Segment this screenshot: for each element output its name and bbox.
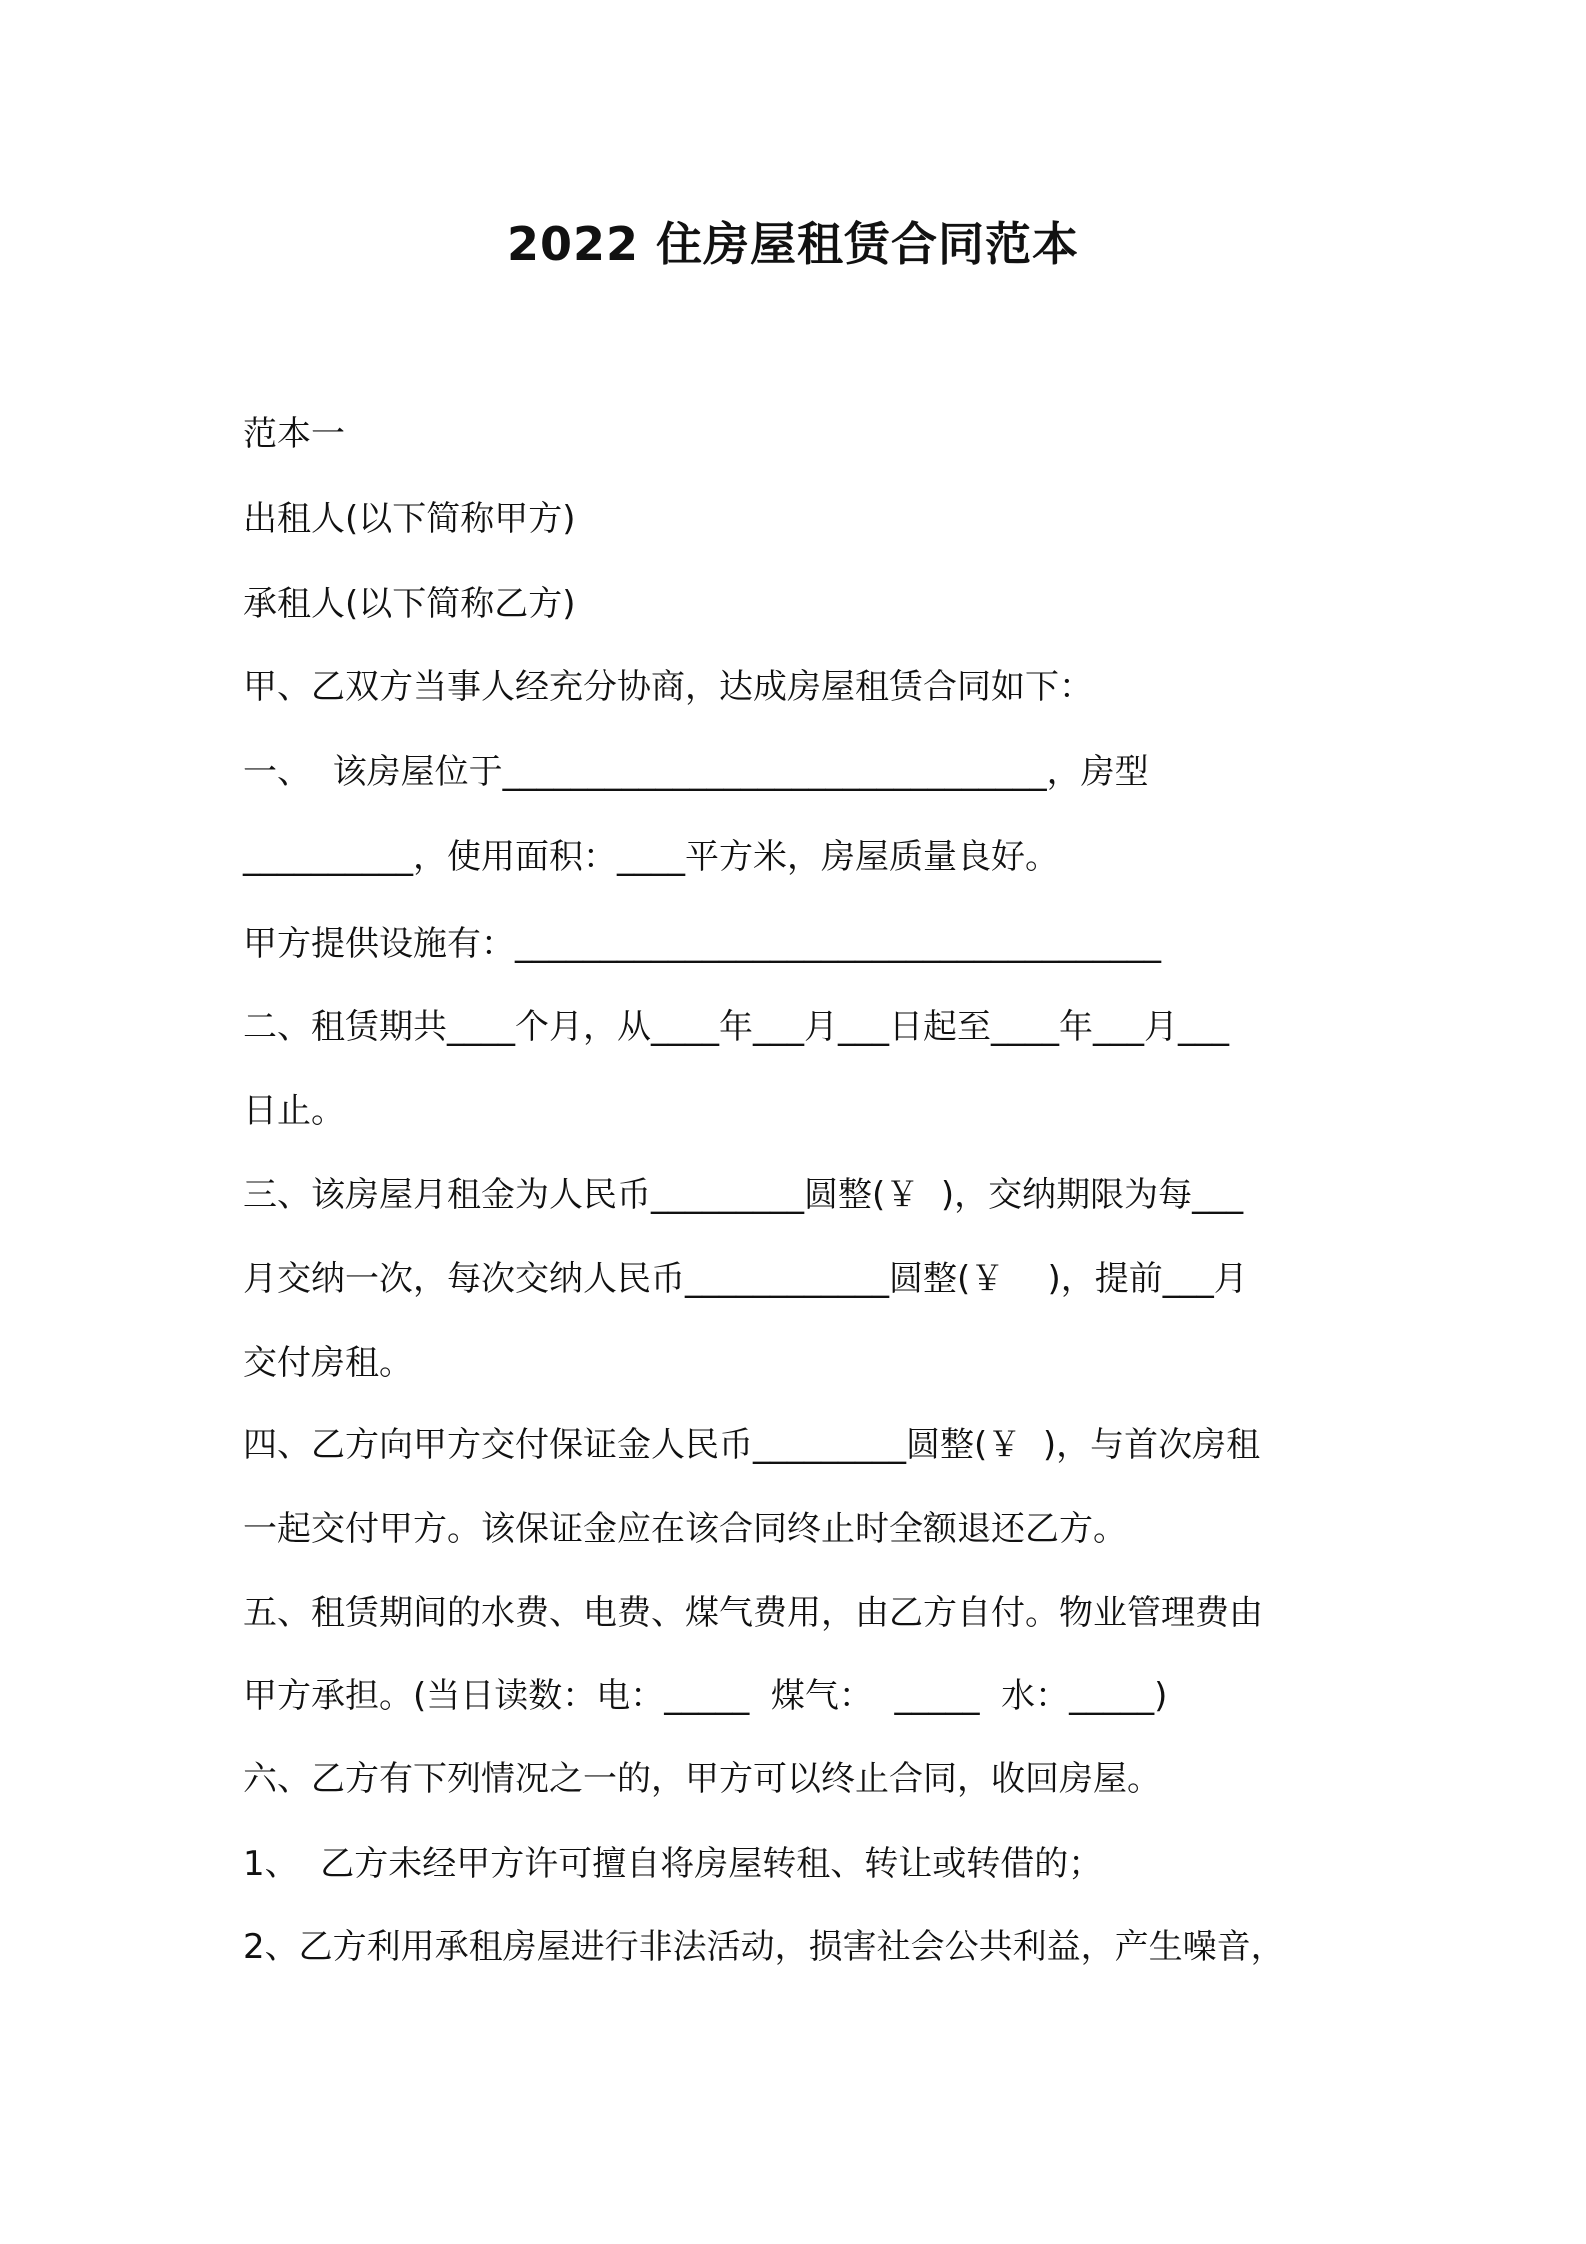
clause-4-line-2: 一起交付甲方。该保证金应在该合同终止时全额退还乙方。 [243,1509,1127,1549]
facilities-line: 甲方提供设施有：______________________________________ [243,924,1161,964]
section-label: 范本一 [243,414,345,454]
clause-3-line-3: 交付房租。 [243,1343,413,1383]
lessor-line: 出租人(以下简称甲方) [243,499,576,539]
agreement-intro: 甲、乙双方当事人经充分协商，达成房屋租赁合同如下： [243,667,1093,707]
clause-5-line-2: 甲方承担。(当日读数：电：_____ 煤气： _____ 水：_____) [243,1676,1168,1716]
clause-4-line-1: 四、乙方向甲方交付保证金人民币_________圆整(￥ )，与首次房租 [243,1425,1261,1465]
clause-6-line-1: 六、乙方有下列情况之一的，甲方可以终止合同，收回房屋。 [243,1759,1161,1799]
clause-5-line-1: 五、租赁期间的水费、电费、煤气费用，由乙方自付。物业管理费由 [243,1593,1263,1633]
clause-3-line-1: 三、该房屋月租金为人民币_________圆整(￥ )，交纳期限为每___ [243,1175,1244,1215]
clause-3-line-2: 月交纳一次，每次交纳人民币____________圆整(￥ )，提前___月 [243,1259,1248,1299]
clause-6-item-1: 1、 乙方未经甲方许可擅自将房屋转租、转让或转借的； [243,1844,1103,1884]
clause-2-line-2: 日止。 [243,1091,345,1131]
clause-1-line-1: 一、 该房屋位于________________________________，房型 [243,752,1149,792]
clause-2-line-1: 二、租赁期共____个月，从____年___月___日起至____年___月___ [243,1007,1229,1047]
clause-1-line-2: __________，使用面积：____平方米，房屋质量良好。 [243,837,1059,877]
clause-6-item-2: 2、乙方利用承租房屋进行非法活动，损害社会公共利益，产生噪音， [243,1927,1285,1967]
lessee-line: 承租人(以下简称乙方) [243,584,576,624]
document-title: 2022 住房屋租赁合同范本 [506,217,1080,271]
